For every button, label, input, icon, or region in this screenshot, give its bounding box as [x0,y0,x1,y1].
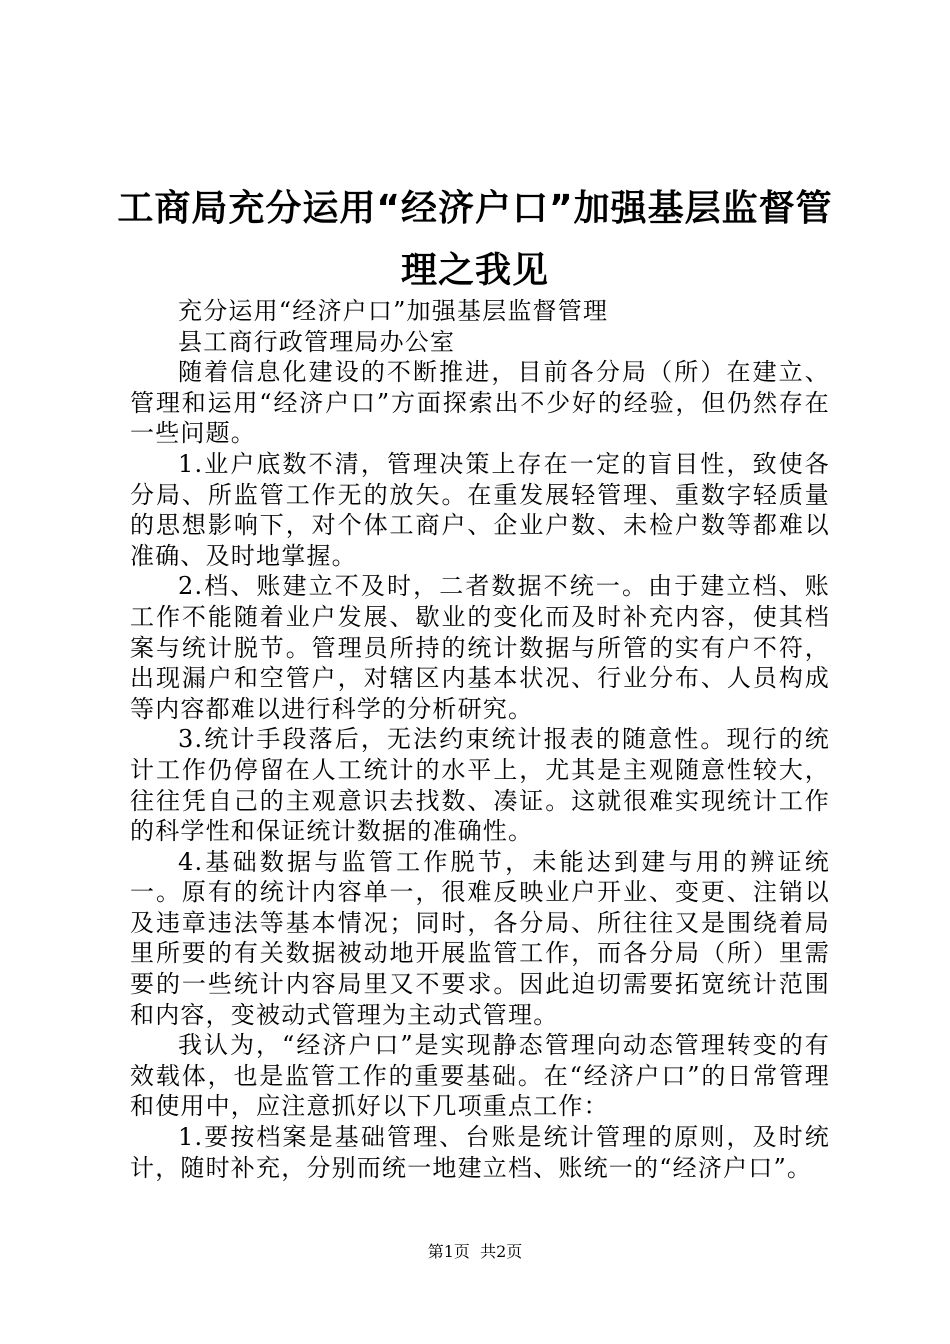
paragraph: 我认为，“经济户口”是实现静态管理向动态管理转变的有效载体，也是监管工作的重要基础。在“经济户口”的日常管理和使用中，应注意抓好以下几项重点工作： [130,1031,830,1121]
paragraph: 3.统计手段落后，无法约束统计报表的随意性。现行的统计工作仍停留在人工统计的水平上，尤其是主观随意性较大，往往凭自己的主观意识去找数、凑证。这就很难实现统计工作的科学性和保证统计数据的准确性。 [130,725,830,846]
author-line: 县工商行政管理局办公室 [178,327,456,356]
page-number: 第1页 共2页 [427,1242,523,1261]
paragraph: 2.档、账建立不及时，二者数据不统一。由于建立档、账工作不能随着业户发展、歇业的变化而及时补充内容，使其档案与统计脱节。管理员所持的统计数据与所管的实有户不符，出现漏户和空管户，对辖区内基本状况、行业分布、人员构成等内容都难以进行科学的分析研究。 [130,572,830,723]
page-footer [0,1242,950,1262]
subtitle: 充分运用“经济户口”加强基层监督管理 [178,297,609,325]
paragraph: 1.要按档案是基础管理、台账是统计管理的原则，及时统计，随时补充，分别而统一地建立档、账统一的“经济户口”。 [130,1123,830,1182]
paragraph: 随着信息化建设的不断推进，目前各分局（所）在建立、管理和运用“经济户口”方面探索出不少好的经验，但仍然存在一些问题。 [130,358,830,448]
paragraph: 4.基础数据与监管工作脱节，未能达到建与用的辨证统一。原有的统计内容单一，很难反映业户开业、变更、注销以及违章违法等基本情况；同时，各分局、所往往又是围绕着局里所要的有关数据被动地开展监管工作，而各分局（所）里需要的一些统计内容局里又不要求。因此迫切需要拓宽统计范围和内容，变被动式管理为主动式管理。 [130,847,830,1029]
document-title: 工商局充分运用“经济户口”加强基层监督管理之我见 [117,188,833,291]
document-body [130,296,830,1183]
paragraph: 1.业户底数不清，管理决策上存在一定的盲目性，致使各分局、所监管工作无的放矢。在重发展轻管理、重数字轻质量的思想影响下，对个体工商户、企业户数、未检户数等都难以准确、及时地掌握。 [130,449,830,570]
